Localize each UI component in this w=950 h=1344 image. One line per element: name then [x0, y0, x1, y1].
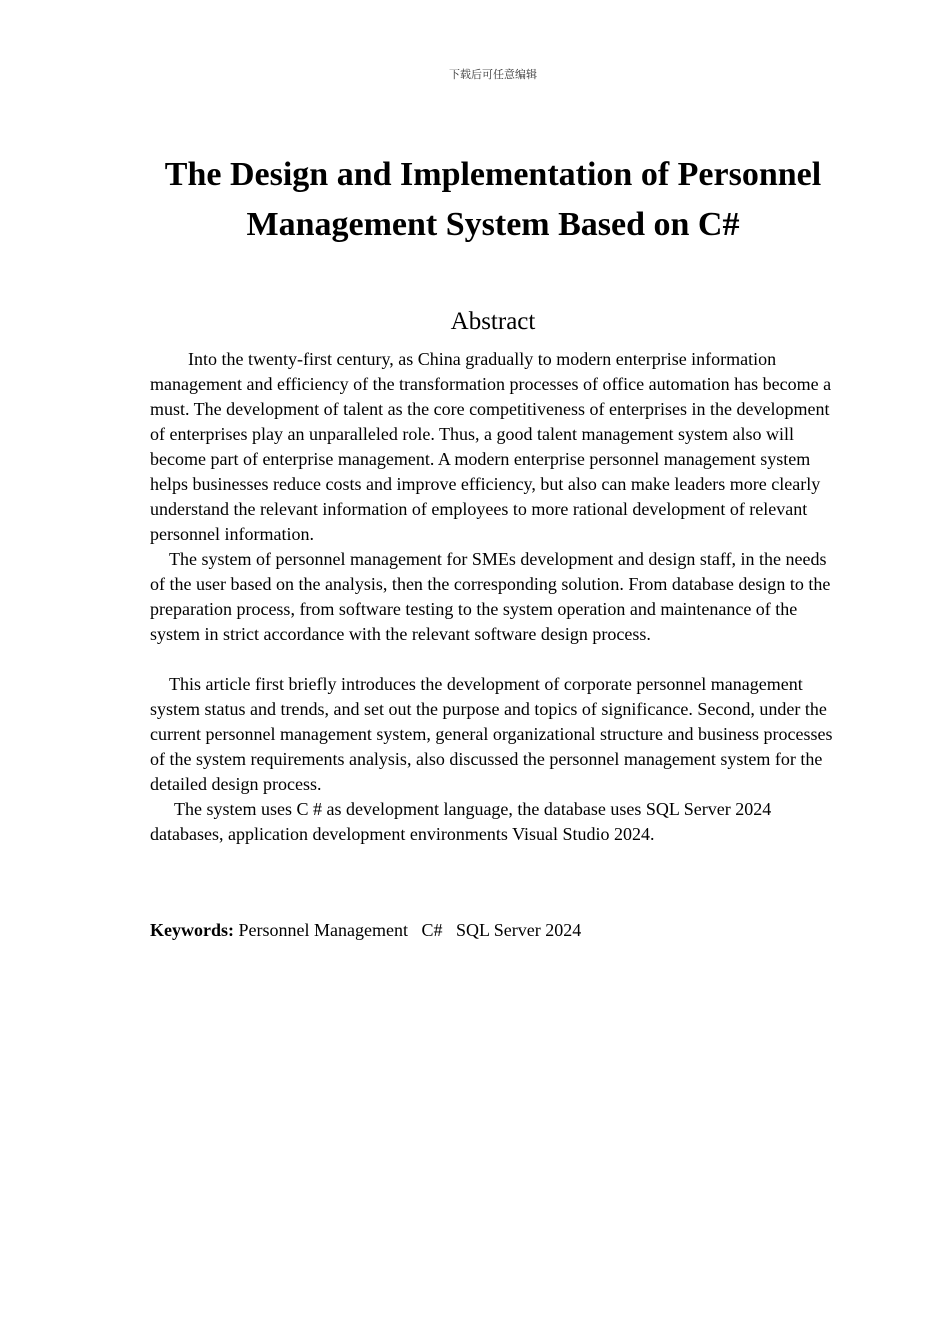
paragraph-spacer: [150, 647, 840, 672]
abstract-paragraph-1: Into the twenty-first century, as China gradually to modern enterprise information management and efficiency of the transformation processes of office automation has become a must. The development of talent as the core competitiveness of enterprises in the development of enterprises play an unparalleled role. Thus, a good talent management system also will become part of enterprise management. A modern enterprise personnel management system helps businesses reduce costs and improve efficiency, but also can make leaders more clearly understand the relevant information of employees to more rational development of relevant personnel information.: [150, 349, 832, 544]
document-title: The Design and Implementation of Personnel Management System Based on C#: [164, 156, 822, 243]
abstract-paragraph-3: This article first briefly introduces the development of corporate personnel management system status and trends, and set out the purpose and topics of significance. Second, under the current personnel management system, general organizational structure and business processes of the system requirements analysis, also discussed the personnel management system for the detailed design process.: [150, 674, 833, 794]
abstract-heading: Abstract: [450, 308, 536, 335]
abstract-paragraph-4: The system uses C # as development language, the database uses SQL Server 2024 databases, application development environments Visual Studio 2024.: [150, 799, 772, 844]
page-header-note: 下载后可任意编辑: [449, 68, 537, 81]
abstract-paragraph-2: The system of personnel management for SMEs development and design staff, in the needs of the user based on the analysis, then the corresponding solution. From database design to the preparation process, from software testing to the system operation and maintenance of the system in strict accordance with the relevant software design process.: [150, 549, 831, 644]
keywords-label: Keywords:: [150, 920, 234, 940]
abstract-body: [150, 347, 840, 847]
keywords-value: Personnel Management C# SQL Server 2024: [234, 920, 582, 940]
keywords-line: [150, 918, 840, 943]
